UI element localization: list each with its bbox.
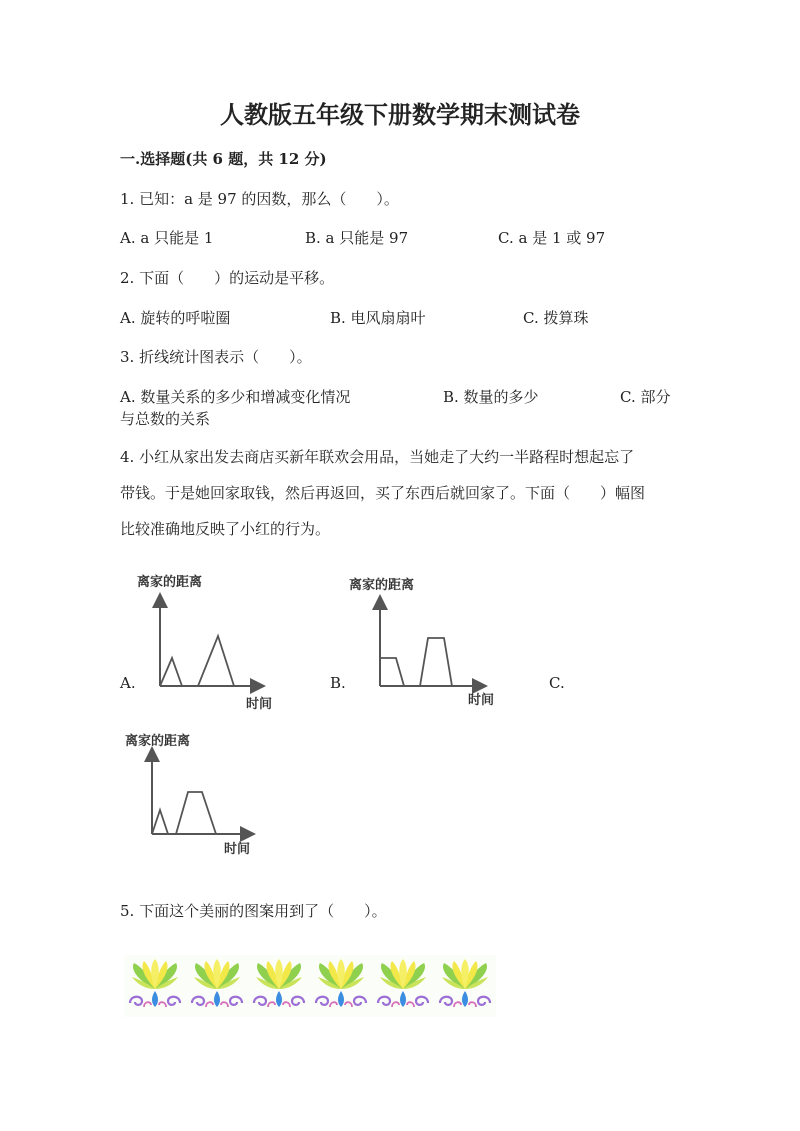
graph-a — [134, 570, 284, 712]
question-3-option-c-continued: 与总数的关系 — [120, 410, 211, 428]
graph-b-xlabel: 时间 — [468, 693, 495, 708]
graph-a-ylabel: 离家的距离 — [137, 575, 203, 590]
question-4-stem-line-3: 比较准确地反映了小红的行为。 — [120, 520, 331, 538]
graph-b-ylabel: 离家的距离 — [349, 578, 415, 593]
question-3-stem: 3. 折线统计图表示（ ）。 — [120, 348, 312, 366]
question-2-option-c: C. 拨算珠 — [523, 309, 589, 327]
question-4-option-c-label: C. — [549, 674, 565, 692]
question-2-option-b: B. 电风扇扇叶 — [330, 309, 426, 327]
graph-c-ylabel: 离家的距离 — [125, 734, 191, 749]
question-3-option-b: B. 数量的多少 — [443, 388, 539, 406]
question-2-stem: 2. 下面（ ）的运动是平移。 — [120, 269, 335, 287]
question-4-option-b-label: B. — [330, 674, 346, 692]
question-3-option-c: C. 部分 — [620, 388, 671, 406]
question-5-stem: 5. 下面这个美丽的图案用到了（ ）。 — [120, 902, 387, 920]
graph-a-xlabel: 时间 — [246, 697, 273, 712]
question-1-option-a: A. a 只能是 1 — [120, 229, 214, 247]
graph-b-line — [380, 638, 452, 686]
question-4-stem-line-1: 4. 小红从家出发去商店买新年联欢会用品，当她走了大约一半路程时想起忘了 — [120, 448, 635, 466]
graph-a-line — [160, 636, 234, 686]
section-heading: 一.选择题(共 6 题，共 12 分) — [120, 150, 327, 168]
question-1-stem: 1. 已知：a 是 97 的因数，那么（ ）。 — [120, 190, 399, 208]
graph-c-line — [152, 792, 216, 834]
page-title: 人教版五年级下册数学期末测试卷 — [220, 100, 580, 129]
question-4-stem-line-2: 带钱。于是她回家取钱，然后再返回，买了东西后就回家了。下面（ ）幅图 — [120, 484, 646, 502]
decorative-pattern-image — [124, 955, 496, 1017]
question-4-option-a-label: A. — [120, 674, 136, 692]
graph-c-xlabel: 时间 — [224, 842, 251, 857]
question-3-option-a: A. 数量关系的多少和增减变化情况 — [120, 388, 351, 406]
graph-c — [122, 728, 272, 860]
question-1-option-b: B. a 只能是 97 — [305, 229, 409, 247]
question-1-option-c: C. a 是 1 或 97 — [498, 229, 606, 247]
question-2-option-a: A. 旋转的呼啦圈 — [120, 309, 231, 327]
graph-b — [346, 570, 506, 712]
